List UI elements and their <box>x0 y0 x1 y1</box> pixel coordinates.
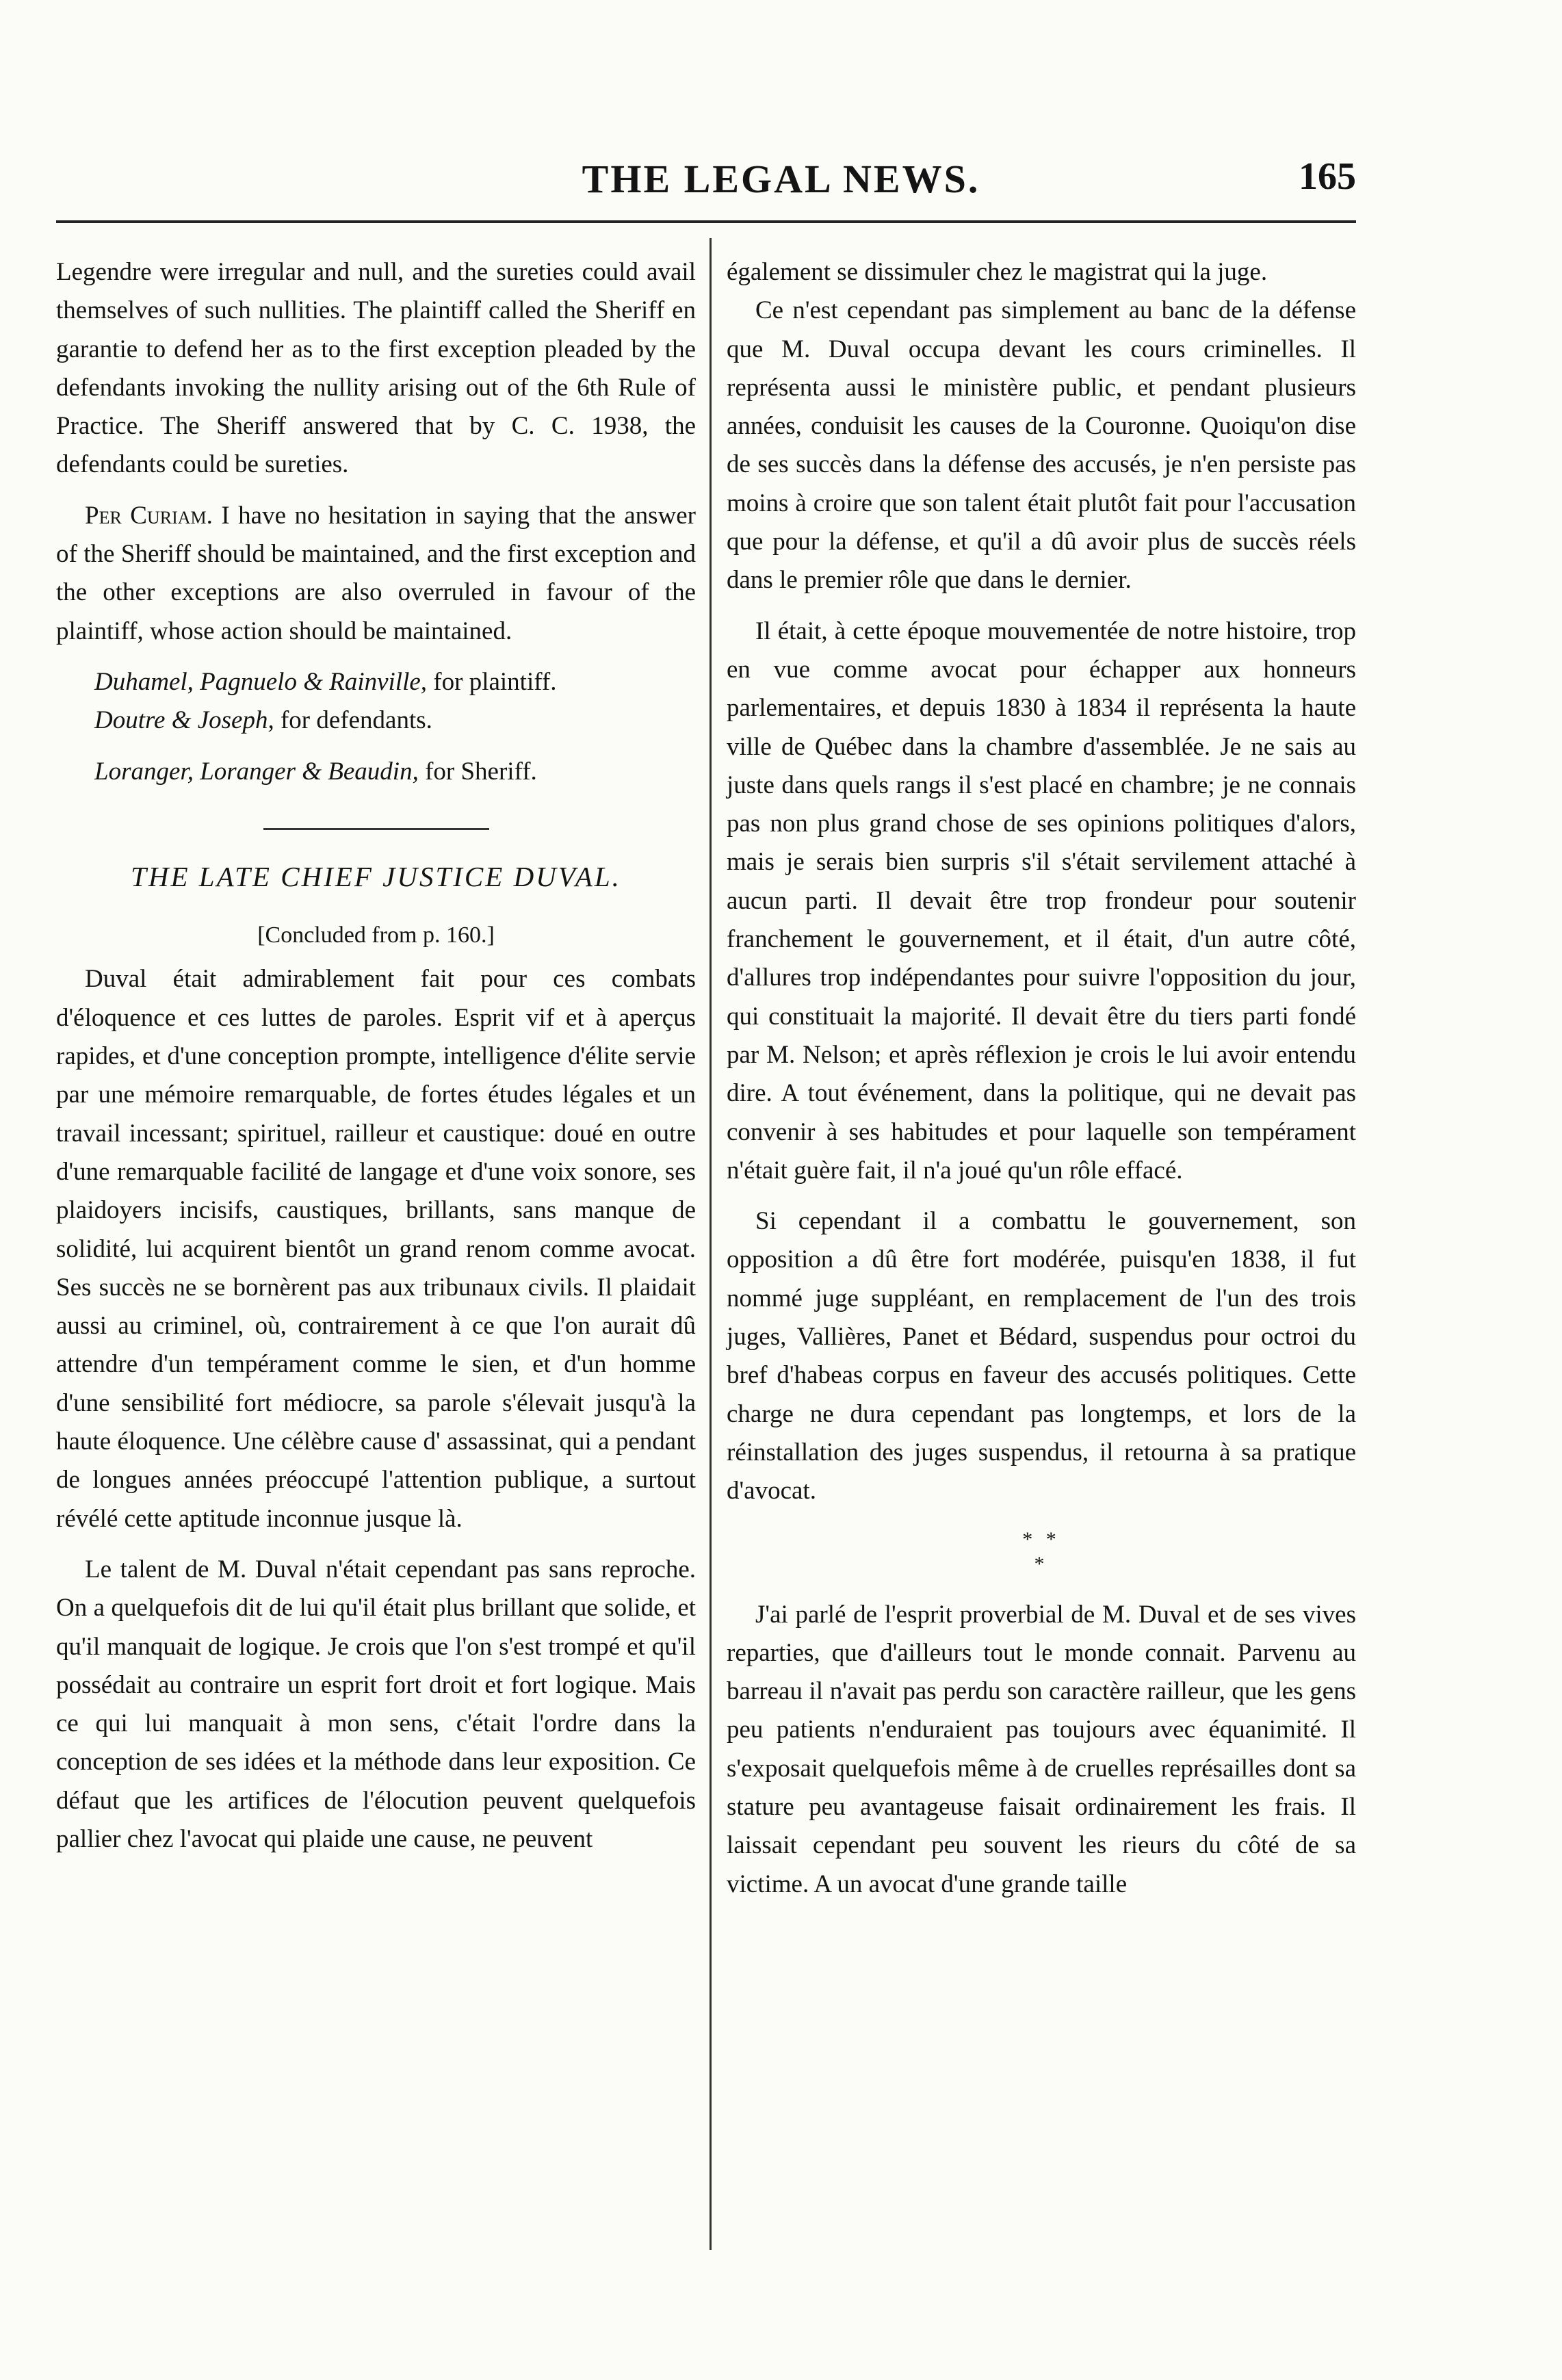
counsel-names: Loranger, Loranger & Beaudin, <box>94 757 419 786</box>
article-paragraph: Il était, à cette époque mouvementée de notre histoire, trop en vue comme avocat pour échapper aux honneurs parlementaires, et depuis 1830 à 1834 il représenta la haute ville de Québec dans la chambre d'assemblée. Je ne sais au juste dans quels rangs il s'est placé en chambre; je ne connais pas non plus grand chose de ses opinions politiques d'alors, mais je serais bien surpris s'il s'était servilement attaché à aucun parti. Il devait être trop frondeur pour soutenir franchement le gouvernement, et il était, d'un autre côté, d'allures trop indépendantes pour suivre l'opposition du jour, qui constituait la majorité. Il devait être du tiers parti fondé par M. Nelson; et après réflexion je crois le lui avoir entendu dire. A tout événement, dans la politique, qui ne devait pas convenir à ses habitudes et pour laquelle son tempérament n'était guère fait, il n'a joué qu'un rôle effacé. <box>727 617 1356 1185</box>
counsel-names: Doutre & Joseph, <box>94 706 274 735</box>
page-number: 165 <box>1299 155 1356 198</box>
counsel-line-plaintiff <box>56 663 696 701</box>
per-curiam-label: Per Curiam. <box>85 501 213 530</box>
counsel-line-sheriff <box>56 753 696 791</box>
counsel-role: for plaintiff. <box>433 667 557 696</box>
continued-paragraph: Legendre were irregular and null, and the sureties could avail themselves of such nullities. The plaintiff called the Sheriff en garantie to defend her as to the first exception pleaded by the defendants invoking the nullity arising out of the 6th Rule of Practice. The Sheriff answered that by C. C. 1938, the defendants could be sureties. <box>56 258 696 479</box>
section-title: THE LATE CHIEF JUSTICE DUVAL. <box>131 860 621 892</box>
section-subtitle: [Concluded from p. 160.] <box>257 922 495 948</box>
column-divider <box>710 238 712 2250</box>
article-paragraph: Duval était admirablement fait pour ces combats d'éloquence et ces luttes de paroles. Esprit vif et à aperçus rapides, et d'une conception prompte, intelligence d'élite servie par une mémoire remarquable, de fortes études légales et un travail incessant; spirituel, railleur et caustique: doué en outre d'une remarquable facilité de langage et d'une voix sonore, ses plaidoyers incisifs, caustiques, brillants, sans manque de solidité, lui acquirent bientôt un grand renom comme avocat. Ses succès ne se bornèrent pas aux tribunaux civils. Il plaidait aussi au criminel, où, contrairement à ce que l'on aurait dû attendre d'un tempérament comme le sien, et d'un homme d'une sensibilité fort médiocre, sa parole s'élevait jusqu'à la haute éloquence. Une célèbre cause d' assassinat, qui a pendant de longues années préoccupé l'attention publique, a surtout révélé cette aptitude inconnue jusque là. <box>56 965 696 1533</box>
counsel-role: for Sheriff. <box>425 757 537 786</box>
running-header-title: THE LEGAL NEWS. <box>582 157 980 201</box>
counsel-names: Duhamel, Pagnuelo & Rainville, <box>94 667 428 696</box>
per-curiam-text: I have no hesitation in saying that the answer of the Sheriff should be maintained, and the first exception and the other exceptions are also overruled in favour of the plaintiff, whose action should be maintained. <box>56 501 697 645</box>
per-curiam-paragraph <box>56 497 696 651</box>
left-column <box>56 253 696 1859</box>
article-paragraph: J'ai parlé de l'esprit proverbial de M. Duval et de ses vives reparties, que d'ailleurs tout le monde connait. Parvenu au barreau il n'avait pas perdu son caractère railleur, que les gens peu patients n'enduraient pas toujours avec équanimité. Il s'exposait quelquefois même à de cruelles représailles dont sa stature peu avantageuse faisait ordinairement les frais. Il laissait cependant peu souvent les rieurs du côté de sa victime. A un avocat d'une grande taille <box>727 1600 1356 1898</box>
section-divider-rule <box>263 828 489 830</box>
asterism-separator: * * * <box>1022 1527 1060 1575</box>
counsel-role: for defendants. <box>280 706 432 735</box>
right-column <box>727 253 1356 1904</box>
article-paragraph: Ce n'est cependant pas simplement au banc de la défense que M. Duval occupa devant les cours criminelles. Il représenta aussi le ministère public, et pendant plusieurs années, conduisit les causes de la Couronne. Quoiqu'on dise de ses succès dans la défense des accusés, je n'en persiste pas moins à croire que son talent était plutôt fait pour l'accusation que pour la défense, et qu'il a dû avoir plus de succès réels dans le premier rôle que dans le dernier. <box>727 296 1356 595</box>
article-paragraph: Si cependant il a combattu le gouvernement, son opposition a dû être fort modérée, puisqu'en 1838, il fut nommé juge suppléant, en remplacement de l'un des trois juges, Vallières, Panet et Bédard, suspendus pour octroi du bref d'habeas corpus en faveur des accusés politiques. Cette charge ne dura cependant pas longtemps, et lors de la réinstallation des juges suspendus, il retourna à sa pratique d'avocat. <box>727 1207 1356 1505</box>
article-paragraph: Le talent de M. Duval n'était cependant pas sans reproche. On a quelquefois dit de lui qu'il était plus brillant que solide, et qu'il manquait de logique. Je crois que l'on s'est trompé et qu'il possédait au contraire un esprit fort droit et fort logique. Mais ce qui lui manquait à mon sens, c'était l'ordre dans la conception de ses idées et la méthode dans leur exposition. Ce défaut que les artifices de l'élocution peuvent quelquefois pallier chez l'avocat qui plaide une cause, ne peuvent <box>56 1555 696 1853</box>
article-paragraph: également se dissimuler chez le magistrat qui la juge. <box>727 258 1268 286</box>
counsel-line-defendants <box>56 701 696 740</box>
header-rule <box>56 220 1356 223</box>
